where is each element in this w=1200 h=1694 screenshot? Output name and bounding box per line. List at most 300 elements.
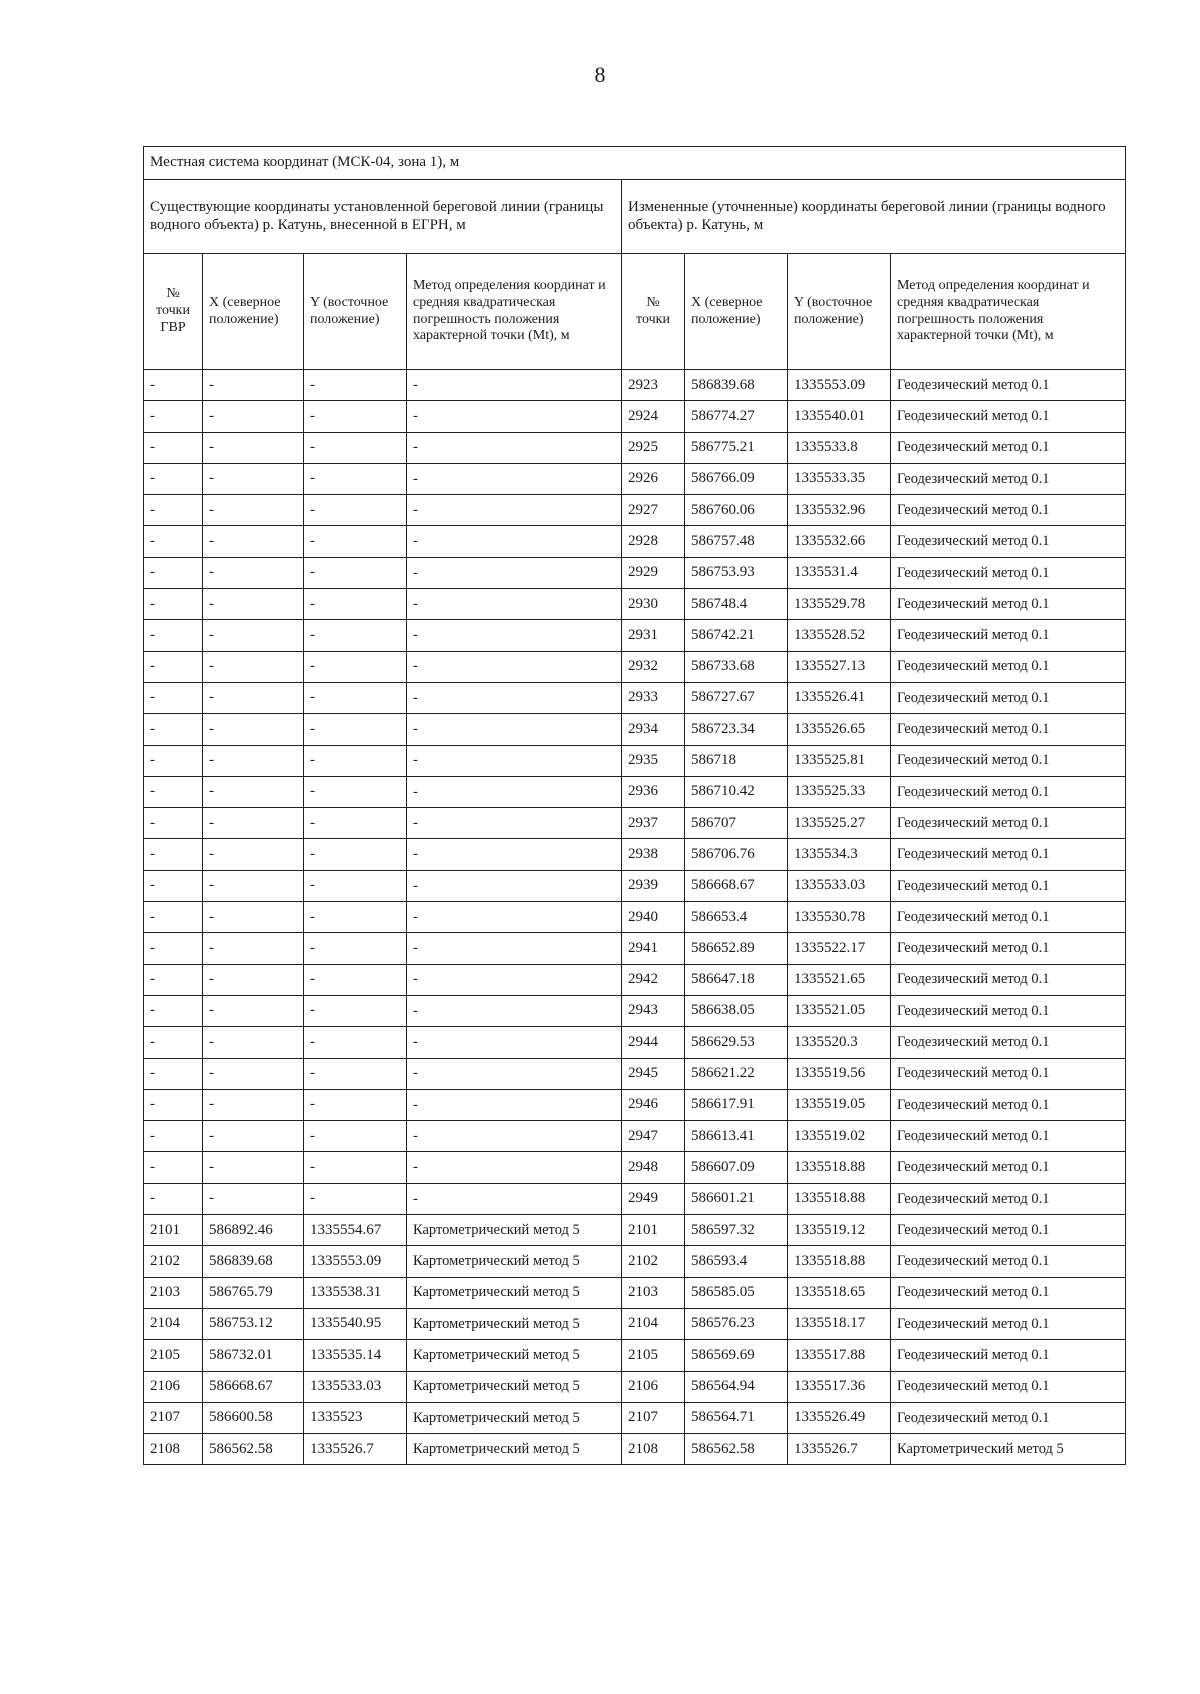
cell-y-existing: 1335553.09 [304, 1246, 407, 1277]
cell-x-existing: - [203, 1027, 304, 1058]
cell-y-existing: - [304, 995, 407, 1026]
cell-point-updated: 2941 [622, 933, 685, 964]
cell-x-updated: 586629.53 [685, 1027, 788, 1058]
cell-y-existing: - [304, 1027, 407, 1058]
cell-point-gvr: - [144, 651, 203, 682]
cell-y-existing: - [304, 714, 407, 745]
cell-y-existing: - [304, 589, 407, 620]
cell-method-updated: Геодезический метод 0.1 [891, 1402, 1126, 1433]
cell-x-existing: - [203, 526, 304, 557]
cell-x-updated: 586564.71 [685, 1402, 788, 1433]
cell-method-existing: - [407, 745, 622, 776]
cell-method-updated: Геодезический метод 0.1 [891, 495, 1126, 526]
updated-coordinates-group-header: Измененные (уточненные) координаты береговой линии (границы водного объекта) р. Катунь, м [622, 180, 1126, 254]
cell-point-gvr: - [144, 808, 203, 839]
cell-x-existing: 586732.01 [203, 1340, 304, 1371]
cell-y-updated: 1335517.88 [788, 1340, 891, 1371]
cell-x-existing: - [203, 370, 304, 401]
cell-point-gvr: - [144, 620, 203, 651]
cell-point-updated: 2942 [622, 964, 685, 995]
cell-method-existing: Картометрический метод 5 [407, 1246, 622, 1277]
cell-y-updated: 1335518.88 [788, 1183, 891, 1214]
cell-method-existing: - [407, 902, 622, 933]
cell-x-existing: - [203, 714, 304, 745]
cell-x-existing: - [203, 620, 304, 651]
cell-y-existing: 1335554.67 [304, 1215, 407, 1246]
cell-y-existing: 1335538.31 [304, 1277, 407, 1308]
cell-y-updated: 1335519.12 [788, 1215, 891, 1246]
cell-y-existing: 1335533.03 [304, 1371, 407, 1402]
cell-method-updated: Геодезический метод 0.1 [891, 964, 1126, 995]
cell-method-existing: - [407, 526, 622, 557]
cell-x-existing: - [203, 1089, 304, 1120]
cell-method-existing: - [407, 495, 622, 526]
cell-y-updated: 1335525.33 [788, 776, 891, 807]
cell-x-updated: 586593.4 [685, 1246, 788, 1277]
cell-point-updated: 2945 [622, 1058, 685, 1089]
cell-x-existing: - [203, 432, 304, 463]
cell-y-updated: 1335553.09 [788, 370, 891, 401]
cell-point-updated: 2937 [622, 808, 685, 839]
cell-y-existing: - [304, 495, 407, 526]
cell-method-updated: Геодезический метод 0.1 [891, 745, 1126, 776]
cell-method-updated: Геодезический метод 0.1 [891, 1121, 1126, 1152]
cell-method-updated: Геодезический метод 0.1 [891, 933, 1126, 964]
table-row [144, 1402, 1126, 1433]
cell-y-updated: 1335525.27 [788, 808, 891, 839]
cell-x-updated: 586839.68 [685, 370, 788, 401]
cell-method-updated: Картометрический метод 5 [891, 1434, 1126, 1465]
cell-method-existing: - [407, 995, 622, 1026]
column-header-x-existing: X (северное положение) [203, 254, 304, 370]
cell-method-existing: Картометрический метод 5 [407, 1277, 622, 1308]
table-row [144, 902, 1126, 933]
cell-point-gvr: 2102 [144, 1246, 203, 1277]
cell-point-updated: 2932 [622, 651, 685, 682]
cell-y-updated: 1335518.88 [788, 1246, 891, 1277]
cell-method-updated: Геодезический метод 0.1 [891, 463, 1126, 494]
table-row [144, 870, 1126, 901]
cell-point-gvr: 2103 [144, 1277, 203, 1308]
cell-y-updated: 1335532.66 [788, 526, 891, 557]
table-row [144, 1340, 1126, 1371]
cell-y-updated: 1335520.3 [788, 1027, 891, 1058]
cell-y-existing: - [304, 620, 407, 651]
cell-point-updated: 2940 [622, 902, 685, 933]
table-row [144, 1215, 1126, 1246]
cell-method-updated: Геодезический метод 0.1 [891, 370, 1126, 401]
cell-x-updated: 586564.94 [685, 1371, 788, 1402]
cell-y-updated: 1335533.35 [788, 463, 891, 494]
table-row [144, 1027, 1126, 1058]
cell-point-gvr: - [144, 682, 203, 713]
cell-x-updated: 586613.41 [685, 1121, 788, 1152]
cell-y-existing: - [304, 682, 407, 713]
cell-method-existing: Картометрический метод 5 [407, 1434, 622, 1465]
cell-x-existing: 586562.58 [203, 1434, 304, 1465]
cell-x-existing: 586839.68 [203, 1246, 304, 1277]
cell-method-existing: Картометрический метод 5 [407, 1340, 622, 1371]
cell-x-updated: 586585.05 [685, 1277, 788, 1308]
cell-y-existing: 1335526.7 [304, 1434, 407, 1465]
cell-x-updated: 586668.67 [685, 870, 788, 901]
cell-method-updated: Геодезический метод 0.1 [891, 1183, 1126, 1214]
cell-x-updated: 586601.21 [685, 1183, 788, 1214]
cell-y-updated: 1335519.05 [788, 1089, 891, 1120]
cell-x-existing: - [203, 1183, 304, 1214]
cell-y-existing: - [304, 432, 407, 463]
cell-y-updated: 1335519.02 [788, 1121, 891, 1152]
cell-point-gvr: - [144, 839, 203, 870]
cell-point-updated: 2936 [622, 776, 685, 807]
cell-point-gvr: - [144, 933, 203, 964]
cell-method-existing: - [407, 401, 622, 432]
cell-method-existing: Картометрический метод 5 [407, 1308, 622, 1339]
cell-point-gvr: - [144, 1152, 203, 1183]
table-row [144, 839, 1126, 870]
cell-y-existing: - [304, 870, 407, 901]
table-row [144, 526, 1126, 557]
cell-x-existing: - [203, 902, 304, 933]
cell-y-existing: - [304, 933, 407, 964]
column-header-y-existing: Y (восточное положение) [304, 254, 407, 370]
cell-x-existing: - [203, 589, 304, 620]
cell-y-existing: - [304, 1121, 407, 1152]
cell-y-updated: 1335518.65 [788, 1277, 891, 1308]
cell-x-updated: 586562.58 [685, 1434, 788, 1465]
cell-method-existing: - [407, 808, 622, 839]
cell-x-existing: - [203, 776, 304, 807]
cell-method-existing: - [407, 1183, 622, 1214]
cell-y-existing: - [304, 557, 407, 588]
cell-point-updated: 2107 [622, 1402, 685, 1433]
cell-method-updated: Геодезический метод 0.1 [891, 1340, 1126, 1371]
cell-y-existing: - [304, 1183, 407, 1214]
cell-method-existing: - [407, 557, 622, 588]
cell-method-existing: - [407, 964, 622, 995]
cell-method-existing: - [407, 776, 622, 807]
cell-method-existing: - [407, 1121, 622, 1152]
cell-x-updated: 586638.05 [685, 995, 788, 1026]
cell-y-updated: 1335521.05 [788, 995, 891, 1026]
cell-y-existing: - [304, 776, 407, 807]
cell-x-updated: 586653.4 [685, 902, 788, 933]
cell-x-updated: 586707 [685, 808, 788, 839]
cell-x-existing: 586668.67 [203, 1371, 304, 1402]
cell-method-updated: Геодезический метод 0.1 [891, 589, 1126, 620]
cell-x-updated: 586718 [685, 745, 788, 776]
cell-x-updated: 586597.32 [685, 1215, 788, 1246]
table-row [144, 1308, 1126, 1339]
cell-method-updated: Геодезический метод 0.1 [891, 1246, 1126, 1277]
cell-point-gvr: - [144, 589, 203, 620]
cell-point-gvr: 2107 [144, 1402, 203, 1433]
cell-x-existing: - [203, 557, 304, 588]
cell-method-existing: - [407, 1089, 622, 1120]
cell-method-updated: Геодезический метод 0.1 [891, 1027, 1126, 1058]
cell-method-existing: - [407, 870, 622, 901]
column-header-y-updated: Y (восточное положение) [788, 254, 891, 370]
cell-y-updated: 1335530.78 [788, 902, 891, 933]
cell-point-updated: 2930 [622, 589, 685, 620]
cell-point-updated: 2931 [622, 620, 685, 651]
cell-method-updated: Геодезический метод 0.1 [891, 808, 1126, 839]
cell-method-existing: - [407, 432, 622, 463]
cell-x-existing: - [203, 651, 304, 682]
cell-point-updated: 2933 [622, 682, 685, 713]
cell-method-existing: - [407, 463, 622, 494]
cell-x-updated: 586766.09 [685, 463, 788, 494]
table-row [144, 714, 1126, 745]
cell-x-updated: 586706.76 [685, 839, 788, 870]
cell-x-existing: - [203, 870, 304, 901]
cell-x-existing: - [203, 401, 304, 432]
cell-x-existing: - [203, 1121, 304, 1152]
cell-point-gvr: - [144, 964, 203, 995]
cell-point-updated: 2105 [622, 1340, 685, 1371]
cell-method-existing: Картометрический метод 5 [407, 1371, 622, 1402]
cell-y-existing: - [304, 401, 407, 432]
cell-method-updated: Геодезический метод 0.1 [891, 1215, 1126, 1246]
cell-x-updated: 586775.21 [685, 432, 788, 463]
cell-x-existing: 586600.58 [203, 1402, 304, 1433]
cell-x-existing: - [203, 495, 304, 526]
cell-point-updated: 2103 [622, 1277, 685, 1308]
cell-point-updated: 2926 [622, 463, 685, 494]
cell-x-updated: 586727.67 [685, 682, 788, 713]
column-header-point-updated: № точки [622, 254, 685, 370]
table-row [144, 745, 1126, 776]
cell-point-updated: 2947 [622, 1121, 685, 1152]
cell-point-gvr: - [144, 870, 203, 901]
cell-point-updated: 2944 [622, 1027, 685, 1058]
existing-coordinates-group-header: Существующие координаты установленной береговой линии (границы водного объекта) р. Катунь, внесенной в ЕГРН, м [144, 180, 622, 254]
cell-y-updated: 1335531.4 [788, 557, 891, 588]
cell-y-existing: - [304, 526, 407, 557]
table-row [144, 1434, 1126, 1465]
cell-point-updated: 2923 [622, 370, 685, 401]
cell-y-existing: 1335535.14 [304, 1340, 407, 1371]
cell-point-updated: 2108 [622, 1434, 685, 1465]
cell-point-updated: 2939 [622, 870, 685, 901]
cell-point-gvr: - [144, 432, 203, 463]
column-header-method-existing: Метод определения координат и средняя квадратическая погрешность положения характерной точки (Mt), м [407, 254, 622, 370]
cell-point-gvr: - [144, 1183, 203, 1214]
cell-y-updated: 1335518.88 [788, 1152, 891, 1183]
cell-point-gvr: - [144, 495, 203, 526]
cell-x-existing: - [203, 933, 304, 964]
cell-y-updated: 1335527.13 [788, 651, 891, 682]
cell-y-existing: - [304, 1089, 407, 1120]
cell-y-existing: 1335540.95 [304, 1308, 407, 1339]
cell-point-gvr: - [144, 902, 203, 933]
cell-point-updated: 2943 [622, 995, 685, 1026]
cell-y-updated: 1335521.65 [788, 964, 891, 995]
cell-x-updated: 586733.68 [685, 651, 788, 682]
cell-point-gvr: - [144, 1058, 203, 1089]
cell-point-gvr: - [144, 463, 203, 494]
cell-method-existing: - [407, 370, 622, 401]
table-row [144, 620, 1126, 651]
cell-y-updated: 1335533.8 [788, 432, 891, 463]
cell-y-existing: - [304, 370, 407, 401]
cell-x-updated: 586760.06 [685, 495, 788, 526]
cell-method-existing: - [407, 714, 622, 745]
table-body [144, 370, 1126, 1465]
cell-method-existing: - [407, 1058, 622, 1089]
cell-y-updated: 1335529.78 [788, 589, 891, 620]
table-row [144, 995, 1126, 1026]
cell-x-updated: 586621.22 [685, 1058, 788, 1089]
cell-point-updated: 2948 [622, 1152, 685, 1183]
cell-y-updated: 1335522.17 [788, 933, 891, 964]
cell-point-gvr: - [144, 1121, 203, 1152]
cell-point-updated: 2938 [622, 839, 685, 870]
cell-method-updated: Геодезический метод 0.1 [891, 1089, 1126, 1120]
column-header-point-gvr: № точки ГВР [144, 254, 203, 370]
cell-point-gvr: - [144, 1089, 203, 1120]
cell-method-existing: - [407, 933, 622, 964]
cell-point-updated: 2925 [622, 432, 685, 463]
table-row [144, 808, 1126, 839]
table-row [144, 1121, 1126, 1152]
table-row [144, 1058, 1126, 1089]
cell-y-existing: - [304, 902, 407, 933]
cell-point-updated: 2929 [622, 557, 685, 588]
table-row [144, 370, 1126, 401]
cell-method-updated: Геодезический метод 0.1 [891, 902, 1126, 933]
cell-method-existing: - [407, 682, 622, 713]
table-row [144, 964, 1126, 995]
cell-y-updated: 1335526.41 [788, 682, 891, 713]
table-row [144, 589, 1126, 620]
cell-method-updated: Геодезический метод 0.1 [891, 1058, 1126, 1089]
table-row [144, 401, 1126, 432]
cell-point-gvr: - [144, 370, 203, 401]
cell-y-updated: 1335534.3 [788, 839, 891, 870]
cell-point-gvr: - [144, 995, 203, 1026]
cell-method-existing: - [407, 1152, 622, 1183]
cell-y-updated: 1335518.17 [788, 1308, 891, 1339]
cell-y-updated: 1335525.81 [788, 745, 891, 776]
table-row [144, 933, 1126, 964]
table-row [144, 463, 1126, 494]
table-title: Местная система координат (МСК-04, зона 1), м [144, 147, 1126, 180]
cell-point-updated: 2927 [622, 495, 685, 526]
cell-method-updated: Геодезический метод 0.1 [891, 776, 1126, 807]
cell-point-gvr: - [144, 776, 203, 807]
cell-y-updated: 1335528.52 [788, 620, 891, 651]
column-header-method-updated: Метод определения координат и средняя квадратическая погрешность положения характерной точки (Mt), м [891, 254, 1126, 370]
cell-x-updated: 586753.93 [685, 557, 788, 588]
cell-method-updated: Геодезический метод 0.1 [891, 714, 1126, 745]
cell-point-updated: 2946 [622, 1089, 685, 1120]
cell-x-updated: 586748.4 [685, 589, 788, 620]
cell-point-gvr: - [144, 526, 203, 557]
cell-y-updated: 1335526.65 [788, 714, 891, 745]
cell-method-updated: Геодезический метод 0.1 [891, 557, 1126, 588]
cell-x-existing: - [203, 682, 304, 713]
table-row [144, 495, 1126, 526]
cell-method-existing: Картометрический метод 5 [407, 1402, 622, 1433]
cell-point-gvr: 2101 [144, 1215, 203, 1246]
cell-point-gvr: - [144, 714, 203, 745]
cell-method-existing: - [407, 620, 622, 651]
cell-method-existing: - [407, 651, 622, 682]
cell-y-existing: - [304, 1152, 407, 1183]
cell-x-updated: 586652.89 [685, 933, 788, 964]
cell-x-existing: - [203, 1058, 304, 1089]
cell-method-updated: Геодезический метод 0.1 [891, 839, 1126, 870]
cell-method-existing: - [407, 839, 622, 870]
cell-method-updated: Геодезический метод 0.1 [891, 995, 1126, 1026]
cell-point-updated: 2934 [622, 714, 685, 745]
cell-point-updated: 2949 [622, 1183, 685, 1214]
column-header-x-updated: X (северное положение) [685, 254, 788, 370]
cell-x-existing: - [203, 745, 304, 776]
cell-method-updated: Геодезический метод 0.1 [891, 870, 1126, 901]
cell-x-updated: 586742.21 [685, 620, 788, 651]
cell-method-existing: - [407, 589, 622, 620]
cell-x-existing: - [203, 463, 304, 494]
cell-y-updated: 1335517.36 [788, 1371, 891, 1402]
cell-y-updated: 1335526.49 [788, 1402, 891, 1433]
cell-x-updated: 586617.91 [685, 1089, 788, 1120]
cell-y-existing: - [304, 651, 407, 682]
cell-method-updated: Геодезический метод 0.1 [891, 620, 1126, 651]
table-row [144, 557, 1126, 588]
cell-y-updated: 1335519.56 [788, 1058, 891, 1089]
cell-point-updated: 2924 [622, 401, 685, 432]
cell-x-updated: 586757.48 [685, 526, 788, 557]
cell-y-existing: - [304, 839, 407, 870]
table-row [144, 432, 1126, 463]
table-row [144, 1246, 1126, 1277]
cell-x-updated: 586647.18 [685, 964, 788, 995]
cell-method-existing: - [407, 1027, 622, 1058]
cell-y-existing: 1335523 [304, 1402, 407, 1433]
cell-y-existing: - [304, 463, 407, 494]
cell-y-updated: 1335533.03 [788, 870, 891, 901]
cell-point-gvr: - [144, 401, 203, 432]
coordinates-table [143, 146, 1126, 1465]
table-row [144, 1183, 1126, 1214]
cell-method-updated: Геодезический метод 0.1 [891, 1152, 1126, 1183]
cell-method-updated: Геодезический метод 0.1 [891, 651, 1126, 682]
cell-method-updated: Геодезический метод 0.1 [891, 432, 1126, 463]
cell-x-updated: 586607.09 [685, 1152, 788, 1183]
cell-x-existing: - [203, 995, 304, 1026]
cell-point-gvr: - [144, 557, 203, 588]
cell-point-updated: 2928 [622, 526, 685, 557]
table-row [144, 1277, 1126, 1308]
cell-x-existing: - [203, 964, 304, 995]
cell-point-gvr: 2108 [144, 1434, 203, 1465]
cell-y-existing: - [304, 808, 407, 839]
table-row [144, 776, 1126, 807]
cell-method-existing: Картометрический метод 5 [407, 1215, 622, 1246]
cell-x-existing: - [203, 1152, 304, 1183]
cell-x-updated: 586710.42 [685, 776, 788, 807]
cell-method-updated: Геодезический метод 0.1 [891, 1371, 1126, 1402]
cell-y-updated: 1335540.01 [788, 401, 891, 432]
table-row [144, 1089, 1126, 1120]
cell-x-existing: - [203, 839, 304, 870]
cell-x-existing: - [203, 808, 304, 839]
cell-x-updated: 586774.27 [685, 401, 788, 432]
cell-point-updated: 2935 [622, 745, 685, 776]
cell-point-gvr: 2106 [144, 1371, 203, 1402]
